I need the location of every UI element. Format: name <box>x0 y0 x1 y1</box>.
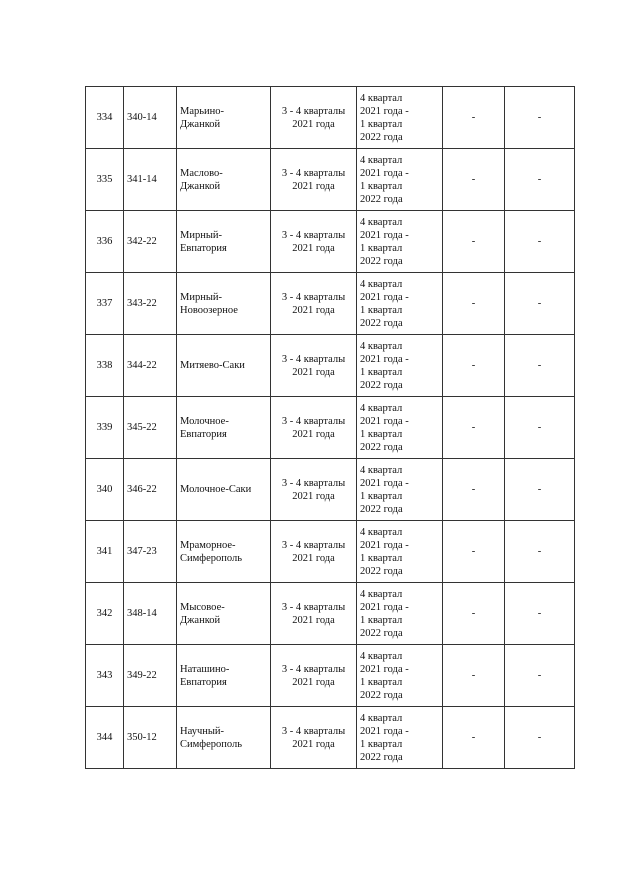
row-number-cell: 334 <box>86 87 124 149</box>
period-end-cell-line: 2022 года <box>360 441 403 453</box>
period-start-cell <box>271 645 357 707</box>
period-end-cell-line: 1 квартал <box>360 242 403 254</box>
period-end-cell <box>357 397 443 459</box>
route-name-cell <box>177 521 271 583</box>
route-name-cell <box>177 397 271 459</box>
route-name-cell <box>177 645 271 707</box>
schedule-table <box>85 86 575 769</box>
period-end-cell-line: 2021 года - <box>360 663 409 675</box>
route-code-cell: 346-22 <box>124 459 177 521</box>
period-end-cell-line: 2021 года - <box>360 725 409 737</box>
period-end-cell-line: 2021 года - <box>360 353 409 365</box>
period-start-cell-line: 3 - 4 кварталы <box>281 353 346 365</box>
route-code-cell: 347-23 <box>124 521 177 583</box>
period-start-cell-line: 2021 года <box>292 118 335 130</box>
route-code-cell: 342-22 <box>124 211 177 273</box>
row-number-cell: 339 <box>86 397 124 459</box>
period-end-cell-line: 1 квартал <box>360 614 403 626</box>
table-row <box>86 645 575 707</box>
period-end-cell-line: 2021 года - <box>360 229 409 241</box>
column-6-cell: - <box>443 707 505 769</box>
period-start-cell <box>271 521 357 583</box>
column-6-cell: - <box>443 87 505 149</box>
route-name-cell-line: Евпатория <box>180 676 227 688</box>
route-name-cell <box>177 211 271 273</box>
period-start-cell <box>271 707 357 769</box>
route-name-cell-line: Новоозерное <box>180 304 238 316</box>
table-body <box>86 87 575 769</box>
period-start-cell-line: 2021 года <box>292 428 335 440</box>
period-end-cell-line: 1 квартал <box>360 552 403 564</box>
route-code-cell: 343-22 <box>124 273 177 335</box>
route-name-cell-line: Маслово- <box>180 167 223 179</box>
period-end-cell <box>357 211 443 273</box>
row-number-cell: 340 <box>86 459 124 521</box>
period-end-cell-line: 2022 года <box>360 317 403 329</box>
row-number-cell: 342 <box>86 583 124 645</box>
route-name-cell <box>177 149 271 211</box>
column-7-cell: - <box>505 87 575 149</box>
column-7-cell: - <box>505 583 575 645</box>
route-code-cell: 340-14 <box>124 87 177 149</box>
period-end-cell <box>357 335 443 397</box>
route-name-cell-line: Молочное- <box>180 415 229 427</box>
table-row <box>86 149 575 211</box>
row-number-cell: 344 <box>86 707 124 769</box>
table-row <box>86 521 575 583</box>
period-start-cell-line: 2021 года <box>292 366 335 378</box>
period-start-cell-line: 2021 года <box>292 552 335 564</box>
period-end-cell-line: 2021 года - <box>360 415 409 427</box>
period-end-cell-line: 2021 года - <box>360 539 409 551</box>
route-name-cell-line: Симферополь <box>180 552 242 564</box>
period-end-cell <box>357 273 443 335</box>
period-end-cell-line: 2022 года <box>360 131 403 143</box>
column-7-cell: - <box>505 645 575 707</box>
period-end-cell-line: 1 квартал <box>360 490 403 502</box>
table-row <box>86 583 575 645</box>
route-name-cell-line: Наташино- <box>180 663 230 675</box>
period-end-cell-line: 1 квартал <box>360 366 403 378</box>
period-end-cell-line: 2022 года <box>360 751 403 763</box>
period-start-cell <box>271 87 357 149</box>
column-7-cell: - <box>505 211 575 273</box>
period-start-cell-line: 3 - 4 кварталы <box>281 663 346 675</box>
route-name-cell-line: Мраморное- <box>180 539 236 551</box>
row-number-cell: 343 <box>86 645 124 707</box>
column-7-cell: - <box>505 273 575 335</box>
route-name-cell <box>177 459 271 521</box>
column-6-cell: - <box>443 273 505 335</box>
column-6-cell: - <box>443 583 505 645</box>
period-end-cell-line: 1 квартал <box>360 118 403 130</box>
route-name-cell-line: Научный- <box>180 725 225 737</box>
table-row <box>86 335 575 397</box>
period-end-cell-line: 1 квартал <box>360 738 403 750</box>
route-name-cell-line: Джанкой <box>180 118 221 130</box>
column-6-cell: - <box>443 645 505 707</box>
period-end-cell-line: 1 квартал <box>360 676 403 688</box>
column-7-cell: - <box>505 707 575 769</box>
period-end-cell-line: 2021 года - <box>360 601 409 613</box>
route-name-cell <box>177 583 271 645</box>
route-name-cell-line: Симферополь <box>180 738 242 750</box>
period-end-cell-line: 2021 года - <box>360 167 409 179</box>
table-row <box>86 397 575 459</box>
route-name-cell <box>177 707 271 769</box>
period-start-cell-line: 3 - 4 кварталы <box>281 725 346 737</box>
period-start-cell <box>271 335 357 397</box>
period-end-cell-line: 4 квартал <box>360 526 403 538</box>
period-end-cell-line: 2021 года - <box>360 291 409 303</box>
route-code-cell: 341-14 <box>124 149 177 211</box>
period-end-cell <box>357 521 443 583</box>
row-number-cell: 335 <box>86 149 124 211</box>
table-row <box>86 273 575 335</box>
row-number-cell: 337 <box>86 273 124 335</box>
period-end-cell-line: 4 квартал <box>360 92 403 104</box>
table-row <box>86 87 575 149</box>
period-start-cell-line: 2021 года <box>292 242 335 254</box>
column-7-cell: - <box>505 335 575 397</box>
column-6-cell: - <box>443 335 505 397</box>
period-end-cell-line: 2022 года <box>360 503 403 515</box>
period-start-cell-line: 3 - 4 кварталы <box>281 539 346 551</box>
route-name-cell <box>177 273 271 335</box>
period-start-cell-line: 3 - 4 кварталы <box>281 105 346 117</box>
route-name-cell-line: Мирный- <box>180 291 222 303</box>
column-6-cell: - <box>443 521 505 583</box>
route-name-cell-line: Евпатория <box>180 428 227 440</box>
column-6-cell: - <box>443 397 505 459</box>
period-end-cell-line: 4 квартал <box>360 402 403 414</box>
period-end-cell-line: 1 квартал <box>360 180 403 192</box>
route-name-cell-line: Марьино- <box>180 105 225 117</box>
route-name-cell-line: Джанкой <box>180 180 221 192</box>
period-end-cell-line: 1 квартал <box>360 428 403 440</box>
period-start-cell-line: 3 - 4 кварталы <box>281 291 346 303</box>
period-end-cell-line: 2021 года - <box>360 105 409 117</box>
route-code-cell: 344-22 <box>124 335 177 397</box>
period-end-cell <box>357 87 443 149</box>
period-end-cell-line: 4 квартал <box>360 464 403 476</box>
period-end-cell-line: 1 квартал <box>360 304 403 316</box>
row-number-cell: 336 <box>86 211 124 273</box>
route-name-cell-line: Мирный- <box>180 229 222 241</box>
period-start-cell-line: 2021 года <box>292 738 335 750</box>
period-start-cell-line: 3 - 4 кварталы <box>281 415 346 427</box>
period-end-cell-line: 2022 года <box>360 379 403 391</box>
row-number-cell: 341 <box>86 521 124 583</box>
column-6-cell: - <box>443 211 505 273</box>
period-end-cell <box>357 149 443 211</box>
column-7-cell: - <box>505 397 575 459</box>
period-start-cell <box>271 149 357 211</box>
period-end-cell-line: 4 квартал <box>360 712 403 724</box>
period-end-cell-line: 2022 года <box>360 689 403 701</box>
period-end-cell-line: 4 квартал <box>360 216 403 228</box>
period-end-cell-line: 2022 года <box>360 565 403 577</box>
period-end-cell <box>357 583 443 645</box>
column-7-cell: - <box>505 149 575 211</box>
period-start-cell <box>271 273 357 335</box>
period-start-cell <box>271 583 357 645</box>
row-number-cell: 338 <box>86 335 124 397</box>
period-start-cell <box>271 397 357 459</box>
route-code-cell: 350-12 <box>124 707 177 769</box>
route-code-cell: 349-22 <box>124 645 177 707</box>
table-row <box>86 459 575 521</box>
period-start-cell-line: 3 - 4 кварталы <box>281 601 346 613</box>
period-end-cell-line: 2022 года <box>360 255 403 267</box>
period-end-cell-line: 2022 года <box>360 627 403 639</box>
table-row <box>86 707 575 769</box>
column-6-cell: - <box>443 459 505 521</box>
period-start-cell-line: 2021 года <box>292 304 335 316</box>
period-start-cell-line: 2021 года <box>292 490 335 502</box>
route-name-cell <box>177 87 271 149</box>
route-name-cell <box>177 335 271 397</box>
period-end-cell <box>357 645 443 707</box>
period-end-cell <box>357 707 443 769</box>
period-end-cell-line: 4 квартал <box>360 278 403 290</box>
period-start-cell <box>271 459 357 521</box>
route-code-cell: 348-14 <box>124 583 177 645</box>
period-end-cell-line: 4 квартал <box>360 154 403 166</box>
route-name-cell-line: Евпатория <box>180 242 227 254</box>
column-7-cell: - <box>505 521 575 583</box>
period-start-cell-line: 2021 года <box>292 614 335 626</box>
route-name-cell-line: Джанкой <box>180 614 221 626</box>
period-start-cell-line: 3 - 4 кварталы <box>281 167 346 179</box>
column-7-cell: - <box>505 459 575 521</box>
period-start-cell-line: 3 - 4 кварталы <box>281 477 346 489</box>
route-code-cell: 345-22 <box>124 397 177 459</box>
table-row <box>86 211 575 273</box>
period-end-cell-line: 4 квартал <box>360 588 403 600</box>
period-end-cell-line: 2021 года - <box>360 477 409 489</box>
period-end-cell <box>357 459 443 521</box>
period-end-cell-line: 4 квартал <box>360 340 403 352</box>
period-start-cell-line: 2021 года <box>292 180 335 192</box>
column-6-cell: - <box>443 149 505 211</box>
route-name-cell-line: Митяево-Саки <box>180 360 245 371</box>
period-start-cell-line: 3 - 4 кварталы <box>281 229 346 241</box>
period-end-cell-line: 4 квартал <box>360 650 403 662</box>
period-start-cell-line: 2021 года <box>292 676 335 688</box>
route-name-cell-line: Молочное-Саки <box>180 484 252 495</box>
period-start-cell <box>271 211 357 273</box>
route-name-cell-line: Мысовое- <box>180 601 225 613</box>
period-end-cell-line: 2022 года <box>360 193 403 205</box>
